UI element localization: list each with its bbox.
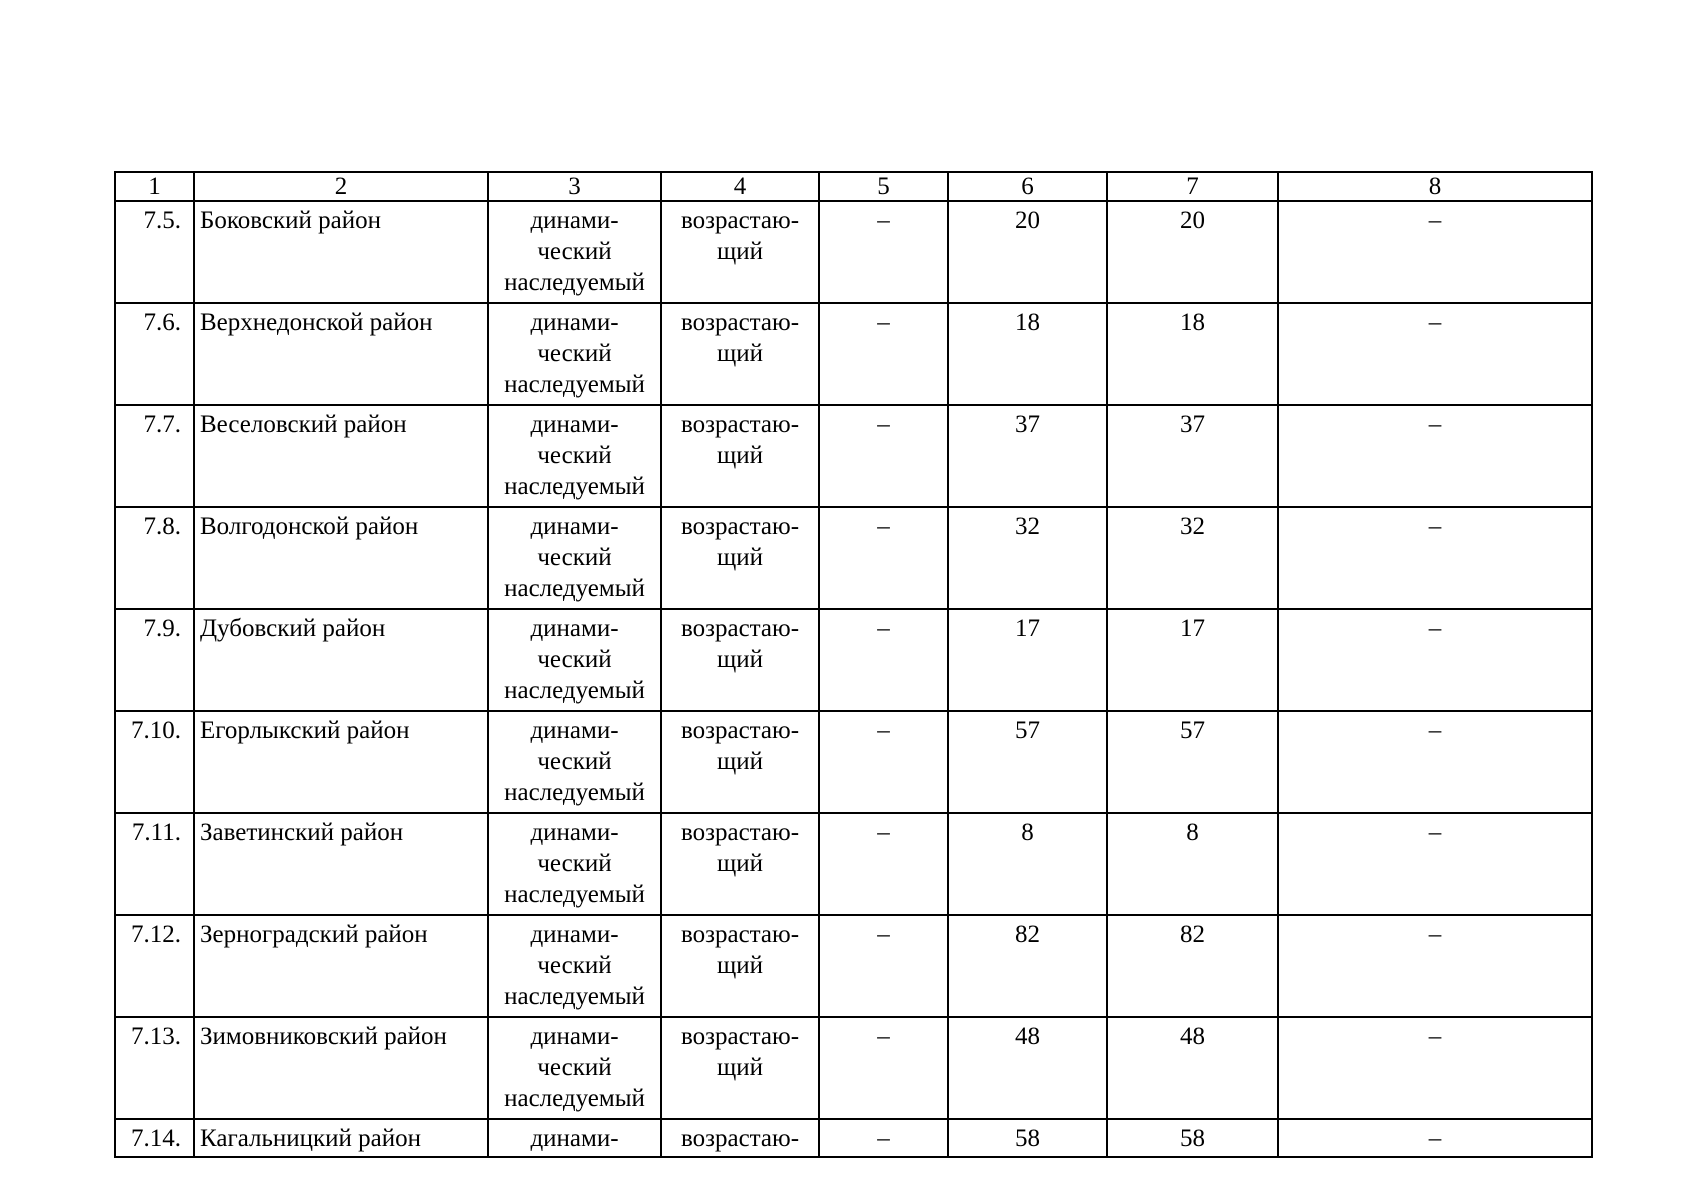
trend-cell-line: щий [716,1054,763,1081]
trend-cell [661,711,819,813]
column-6-value: 18 [948,303,1107,405]
trend-cell [661,201,819,303]
table-row [115,609,1592,711]
district-name: Волгодонской район [194,507,488,609]
column-8-value: – [1278,915,1592,1017]
column-8-value: – [1278,609,1592,711]
table-row [115,813,1592,915]
column-number-3: 3 [488,172,661,201]
type-cell-line: ческий [537,1054,612,1081]
column-7-value: 32 [1107,507,1278,609]
table-row [115,915,1592,1017]
trend-cell [661,915,819,1017]
column-7-value: 82 [1107,915,1278,1017]
trend-cell-line: щий [716,442,763,469]
row-number: 7.11. [115,813,194,915]
type-cell-line: динами- [530,1125,619,1152]
trend-cell-line: щий [716,340,763,367]
column-6-value: 32 [948,507,1107,609]
row-number: 7.8. [115,507,194,609]
column-5-value: – [819,609,948,711]
type-cell-line: динами- [530,1023,619,1050]
row-number: 7.14. [115,1119,194,1157]
column-8-value: – [1278,813,1592,915]
trend-cell [661,405,819,507]
type-cell-line: наследуемый [504,677,645,704]
trend-cell-line: щий [716,238,763,265]
column-6-value: 8 [948,813,1107,915]
trend-cell [661,1017,819,1119]
type-cell-line: ческий [537,850,612,877]
column-5-value: – [819,507,948,609]
type-cell [488,813,661,915]
type-cell [488,405,661,507]
trend-cell-line: возрастаю- [680,921,800,948]
row-number: 7.5. [115,201,194,303]
district-name: Верхнедонской район [194,303,488,405]
type-cell-line: динами- [530,921,619,948]
column-7-value: 8 [1107,813,1278,915]
type-cell-line: динами- [530,615,619,642]
trend-cell-line: возрастаю- [680,615,800,642]
column-8-value: – [1278,507,1592,609]
type-cell-line: динами- [530,207,619,234]
column-7-value: 58 [1107,1119,1278,1157]
district-name: Кагальницкий район [194,1119,488,1157]
type-cell [488,1119,661,1157]
type-cell-line: наследуемый [504,983,645,1010]
type-cell-line: наследуемый [504,881,645,908]
type-cell-line: динами- [530,513,619,540]
column-7-value: 57 [1107,711,1278,813]
trend-cell-line: щий [716,748,763,775]
type-cell-line: ческий [537,544,612,571]
type-cell [488,201,661,303]
column-5-value: – [819,813,948,915]
column-7-value: 20 [1107,201,1278,303]
district-name: Боковский район [194,201,488,303]
column-8-value: – [1278,405,1592,507]
column-number-4: 4 [661,172,819,201]
type-cell-line: наследуемый [504,473,645,500]
type-cell-line: динами- [530,309,619,336]
type-cell-line: наследуемый [504,269,645,296]
row-number: 7.13. [115,1017,194,1119]
district-name: Дубовский район [194,609,488,711]
column-8-value: – [1278,201,1592,303]
type-cell-line: динами- [530,819,619,846]
table-header-row [115,172,1592,201]
column-7-value: 18 [1107,303,1278,405]
type-cell [488,303,661,405]
trend-cell-line: щий [716,544,763,571]
column-number-2: 2 [194,172,488,201]
column-6-value: 82 [948,915,1107,1017]
column-6-value: 58 [948,1119,1107,1157]
type-cell-line: ческий [537,952,612,979]
column-6-value: 17 [948,609,1107,711]
column-5-value: – [819,1017,948,1119]
type-cell [488,1017,661,1119]
type-cell [488,507,661,609]
table-row [115,201,1592,303]
district-name: Зимовниковский район [194,1017,488,1119]
type-cell [488,711,661,813]
row-number: 7.7. [115,405,194,507]
type-cell-line: наследуемый [504,371,645,398]
column-5-value: – [819,1119,948,1157]
column-5-value: – [819,201,948,303]
type-cell-line: наследуемый [504,575,645,602]
table-row [115,507,1592,609]
column-5-value: – [819,303,948,405]
trend-cell [661,609,819,711]
column-8-value: – [1278,303,1592,405]
type-cell-line: ческий [537,340,612,367]
type-cell-line: динами- [530,411,619,438]
column-6-value: 57 [948,711,1107,813]
column-7-value: 48 [1107,1017,1278,1119]
column-7-value: 17 [1107,609,1278,711]
table-row [115,405,1592,507]
type-cell-line: наследуемый [504,1085,645,1112]
row-number: 7.9. [115,609,194,711]
row-number: 7.12. [115,915,194,1017]
trend-cell-line: щий [716,646,763,673]
column-number-5: 5 [819,172,948,201]
trend-cell-line: возрастаю- [680,819,800,846]
trend-cell-line: возрастаю- [680,717,800,744]
column-5-value: – [819,405,948,507]
column-8-value: – [1278,1017,1592,1119]
table-row [115,711,1592,813]
column-number-6: 6 [948,172,1107,201]
trend-cell [661,813,819,915]
trend-cell-line: щий [716,850,763,877]
column-number-1: 1 [115,172,194,201]
type-cell [488,915,661,1017]
table-row [115,1017,1592,1119]
district-name: Заветинский район [194,813,488,915]
column-6-value: 20 [948,201,1107,303]
type-cell-line: ческий [537,238,612,265]
column-number-8: 8 [1278,172,1592,201]
type-cell-line: ческий [537,646,612,673]
table-row [115,303,1592,405]
column-7-value: 37 [1107,405,1278,507]
column-8-value: – [1278,711,1592,813]
row-number: 7.6. [115,303,194,405]
district-name: Веселовский район [194,405,488,507]
trend-cell-line: возрастаю- [680,513,800,540]
document-table [114,171,1593,1158]
column-8-value: – [1278,1119,1592,1157]
trend-cell [661,303,819,405]
trend-cell-line: щий [716,952,763,979]
table-row [115,1119,1592,1157]
trend-cell-line: возрастаю- [680,207,800,234]
type-cell-line: ческий [537,748,612,775]
column-6-value: 48 [948,1017,1107,1119]
district-name: Зерноградский район [194,915,488,1017]
column-5-value: – [819,711,948,813]
trend-cell-line: возрастаю- [680,411,800,438]
column-5-value: – [819,915,948,1017]
type-cell-line: динами- [530,717,619,744]
type-cell [488,609,661,711]
trend-cell-line: возрастаю- [680,1023,800,1050]
column-6-value: 37 [948,405,1107,507]
column-number-7: 7 [1107,172,1278,201]
row-number: 7.10. [115,711,194,813]
trend-cell [661,507,819,609]
trend-cell [661,1119,819,1157]
trend-cell-line: возрастаю- [680,309,800,336]
trend-cell-line: возрастаю- [680,1125,800,1152]
type-cell-line: наследуемый [504,779,645,806]
district-name: Егорлыкский район [194,711,488,813]
type-cell-line: ческий [537,442,612,469]
